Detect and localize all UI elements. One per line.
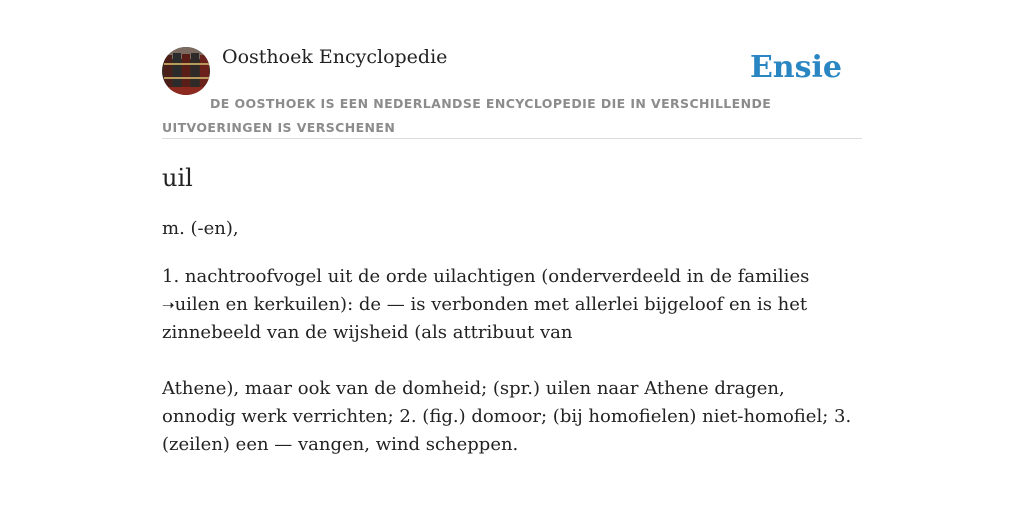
book-subtitle: DE OOSTHOEK IS EEN NEDERLANDSE ENCYCLOPEDIE DIE IN VERSCHILLENDE UITVOERINGEN IS VERSCHENEN xyxy=(162,96,772,135)
cross-reference-link-uilen[interactable] xyxy=(162,294,220,315)
link-label: uilen xyxy=(174,294,220,315)
brand-logo-link[interactable]: Ensie xyxy=(749,50,842,85)
definition-text-1a: 1. nachtroofvogel uit de orde uilachtigen (onderverdeeld in de families xyxy=(162,266,810,287)
book-title[interactable]: Oosthoek Encyclopedie xyxy=(222,46,448,68)
arrow-icon: ➝ xyxy=(162,296,175,314)
header xyxy=(162,44,862,139)
entry-term: uil xyxy=(162,164,193,192)
avatar[interactable] xyxy=(162,47,210,95)
definition-paragraph-1 xyxy=(162,263,862,347)
page xyxy=(162,44,862,455)
definition-paragraph-2: Athene), maar ook van de domheid; (spr.) uilen naar Athene dragen, onnodig werk verrichten; 2. (fig.) domoor; (bij homofielen) niet-homofiel; 3. (zeilen) een — vangen, wind scheppen. xyxy=(162,378,852,455)
books-icon xyxy=(162,47,210,95)
definition-text-1b: en kerkuilen): de — is verbonden met allerlei bijgeloof en is het zinnebeeld van de wijsheid (als attribuut van xyxy=(162,294,808,343)
entry-grammar: m. (-en), xyxy=(162,218,239,239)
entry-definition xyxy=(162,263,862,487)
